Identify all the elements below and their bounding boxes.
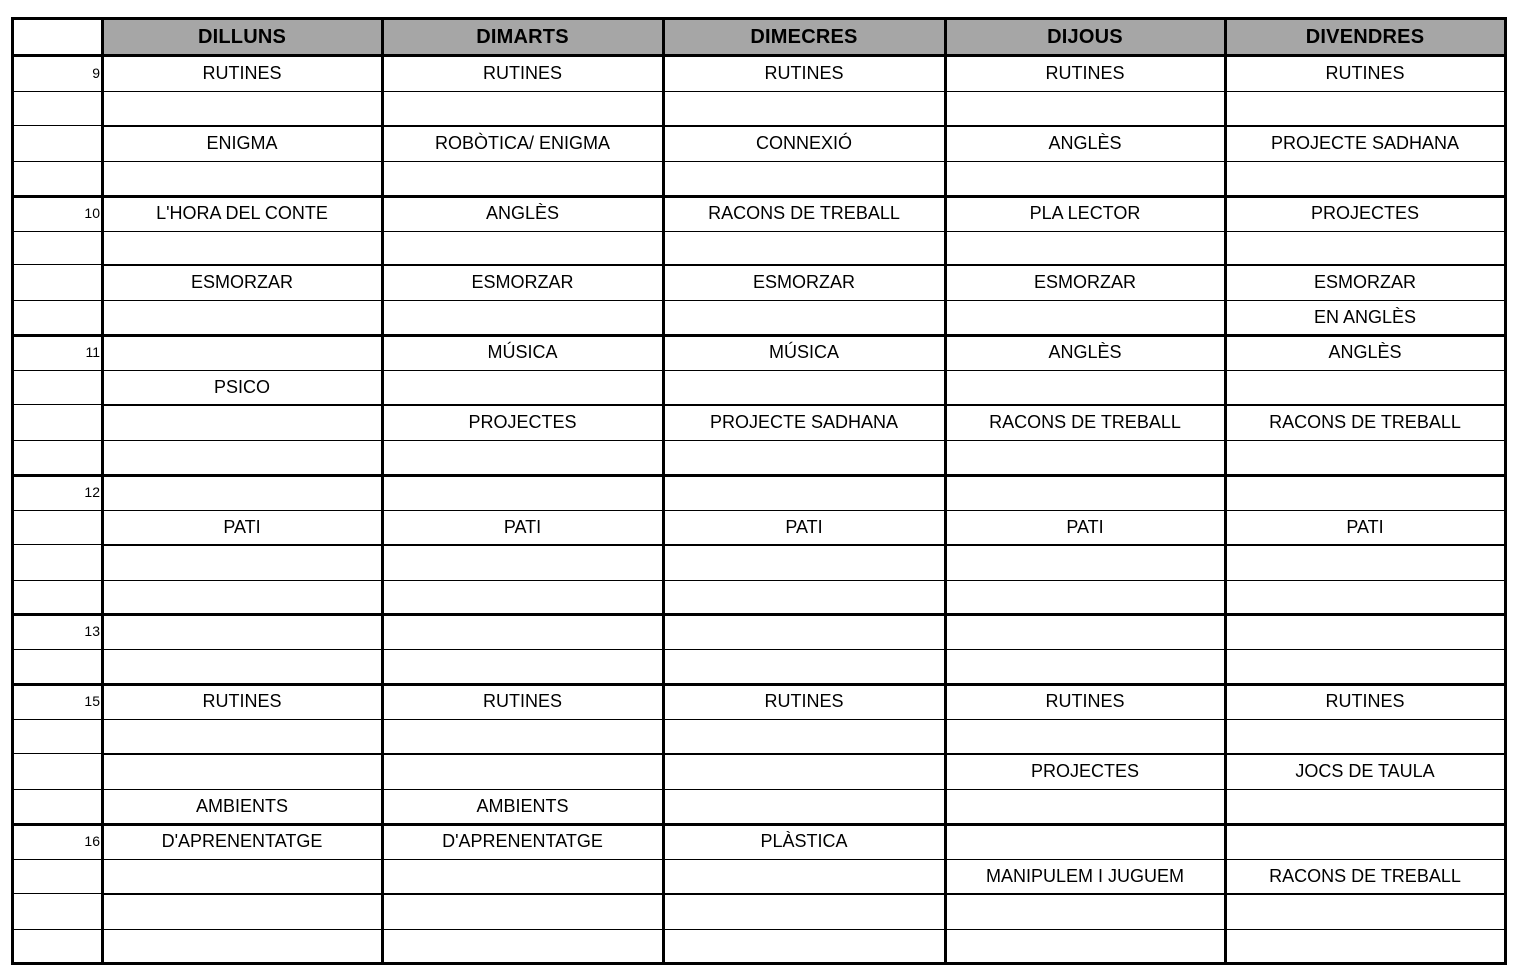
schedule-entry: ANGLÈS xyxy=(1048,342,1122,362)
grid-hline xyxy=(12,440,1507,441)
schedule-entry: ESMORZAR xyxy=(190,272,293,292)
day-header-dimecres: DIMECRES xyxy=(663,19,945,55)
day-header-dilluns: DILLUNS xyxy=(102,19,382,55)
schedule-entry: RUTINES xyxy=(764,63,844,83)
schedule-entry: ESMORZAR xyxy=(471,272,574,292)
day-header-divendres: DIVENDRES xyxy=(1225,19,1505,55)
schedule-entry: RUTINES xyxy=(1325,691,1405,711)
schedule-entry: PATI xyxy=(503,517,542,537)
schedule-entry: PROJECTES xyxy=(1030,761,1140,781)
hour-label: 15 xyxy=(84,693,100,709)
schedule-entry: RACONS DE TREBALL xyxy=(989,412,1181,432)
grid-hline xyxy=(12,231,1507,232)
grid-hline xyxy=(12,580,1507,581)
schedule-entry: PATI xyxy=(1346,517,1384,537)
schedule-entry: RACONS DE TREBALL xyxy=(708,203,900,223)
schedule-entry: PROJECTE SADHANA xyxy=(709,412,899,432)
schedule-entry: RACONS DE TREBALL xyxy=(1269,412,1461,432)
schedule-entry: PLA LECTOR xyxy=(1029,203,1141,223)
hour-label: 9 xyxy=(92,65,100,81)
grid-hline xyxy=(12,91,1507,92)
grid-hline xyxy=(12,474,1507,477)
hour-label: 12 xyxy=(84,484,100,500)
schedule-entry: RUTINES xyxy=(1045,63,1125,83)
hour-label: 10 xyxy=(84,205,100,221)
grid-hline xyxy=(12,893,102,894)
grid-hline xyxy=(12,613,1507,616)
schedule-entry: RUTINES xyxy=(1045,691,1125,711)
corner-header-cell xyxy=(12,19,102,55)
schedule-entry: EN ANGLÈS xyxy=(1313,307,1417,327)
schedule-entry: PROJECTE SADHANA xyxy=(1270,133,1460,153)
schedule-entry: PSICO xyxy=(213,377,270,397)
grid-hline xyxy=(12,544,102,545)
schedule-entry: RUTINES xyxy=(764,691,844,711)
schedule-entry: PROJECTES xyxy=(468,412,577,432)
schedule-entry: RUTINES xyxy=(202,691,282,711)
hour-label: 11 xyxy=(85,344,100,360)
schedule-entry: RUTINES xyxy=(482,63,562,83)
schedule-entry: D'APRENENTATGE xyxy=(442,831,603,851)
day-header-dijous: DIJOUS xyxy=(945,19,1225,55)
schedule-entry: D'APRENENTATGE xyxy=(161,831,323,851)
hour-label: 13 xyxy=(84,623,100,639)
grid-hline xyxy=(12,649,1507,650)
schedule-entry: ENIGMA xyxy=(206,133,278,153)
schedule-entry: MÚSICA xyxy=(768,342,839,362)
grid-hline xyxy=(12,404,102,405)
schedule-entry: RACONS DE TREBALL xyxy=(1269,866,1461,886)
schedule-entry: MANIPULEM I JUGUEM xyxy=(985,866,1185,886)
grid-hline xyxy=(12,719,1507,720)
schedule-entry: ANGLÈS xyxy=(1328,342,1402,362)
schedule-entry: RUTINES xyxy=(202,63,282,83)
schedule-entry: PATI xyxy=(223,517,261,537)
schedule-entry: ESMORZAR xyxy=(1033,272,1136,292)
schedule-entry: RUTINES xyxy=(482,691,562,711)
schedule-entry: AMBIENTS xyxy=(195,796,288,816)
schedule-entry: ESMORZAR xyxy=(1313,272,1416,292)
schedule-entry: ROBÒTICA/ ENIGMA xyxy=(434,133,611,153)
schedule-entry: PROJECTES xyxy=(1310,203,1420,223)
grid-hline xyxy=(12,264,102,265)
grid-hline xyxy=(12,962,1507,965)
schedule-entry: RUTINES xyxy=(1325,63,1405,83)
schedule-entry: PATI xyxy=(1066,517,1104,537)
schedule-entry: ESMORZAR xyxy=(752,272,855,292)
hour-label: 16 xyxy=(84,833,100,849)
schedule-entry: ANGLÈS xyxy=(485,203,560,223)
grid-hline xyxy=(12,17,1507,20)
schedule-entry: PATI xyxy=(785,517,823,537)
schedule-entry: CONNEXIÓ xyxy=(755,133,852,153)
schedule-entry: JOCS DE TAULA xyxy=(1295,761,1435,781)
grid-hline xyxy=(12,125,102,126)
schedule-entry: AMBIENTS xyxy=(476,796,569,816)
schedule-entry: L'HORA DEL CONTE xyxy=(156,203,328,223)
day-header-dimarts: DIMARTS xyxy=(382,19,663,55)
grid-hline xyxy=(12,929,1507,930)
schedule-entry: PLÀSTICA xyxy=(760,831,848,851)
schedule-entry: ANGLÈS xyxy=(1048,133,1122,153)
grid-hline xyxy=(12,753,102,754)
schedule-entry: MÚSICA xyxy=(487,342,558,362)
grid-hline xyxy=(12,161,1507,162)
